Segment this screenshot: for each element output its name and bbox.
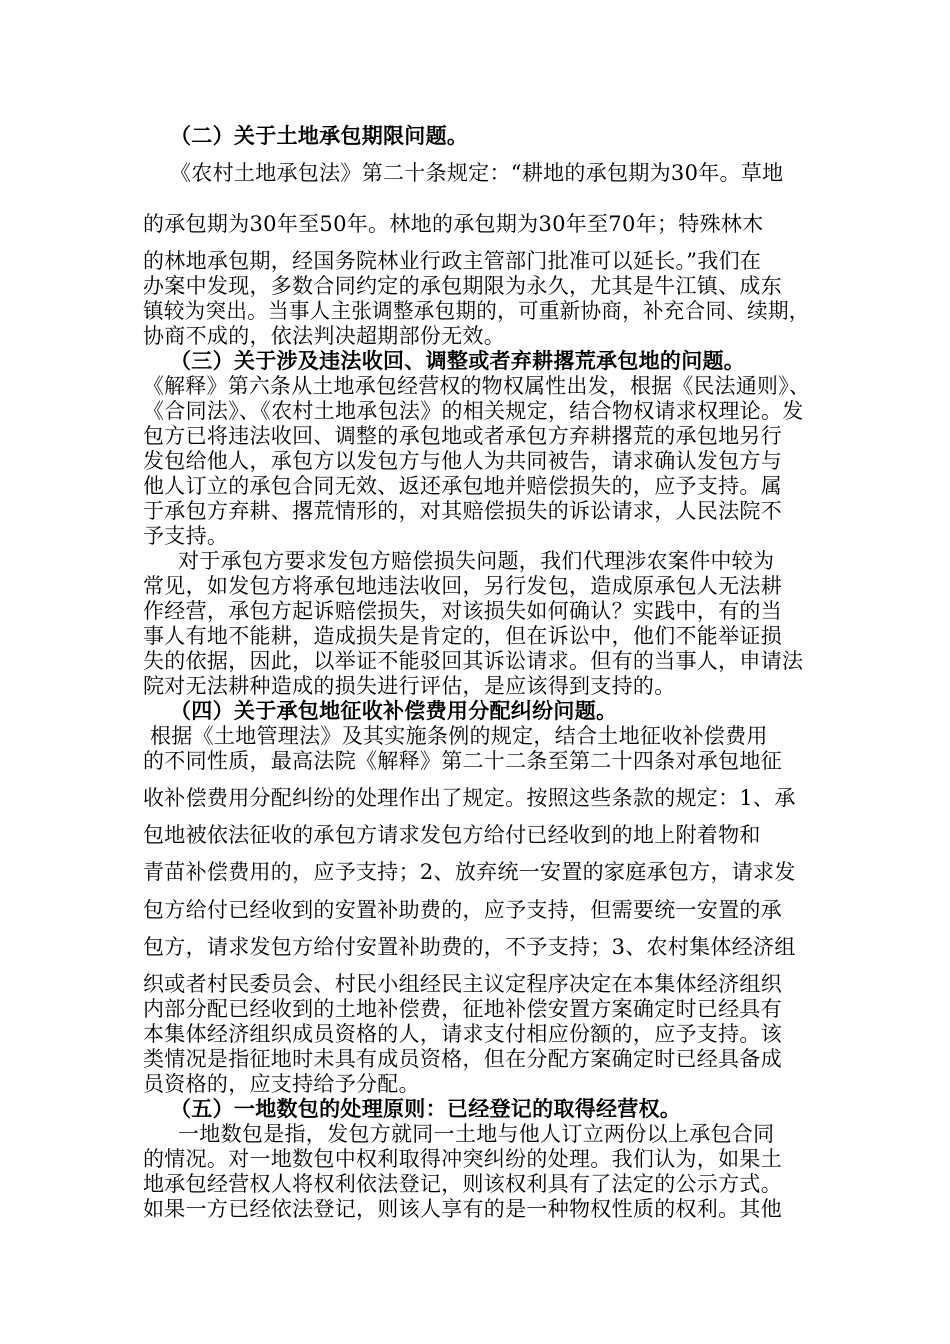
text-line: 常见，如发包方将承包地违法收回，另行发包，造成原承包人无法耕	[143, 574, 782, 598]
text-line: 事人有地不能耕，造成损失是肯定的，但在诉讼中，他们不能举证损	[143, 624, 782, 648]
text-line: 一地数包是指，发包方就同一土地与他人订立两份以上承包合同	[178, 1122, 775, 1146]
text-line: 《合同法》、《农村土地承包法》的相关规定，结合物权请求权理论。发	[143, 399, 804, 423]
text-line: 的情况。对一地数包中权利取得冲突纠纷的处理。我们认为，如果土	[143, 1147, 782, 1171]
text-line: 失的依据，因此，以举证不能驳回其诉讼请求。但有的当事人，申请法	[143, 649, 804, 673]
text-line: 协商不成的，依法判决超期部份无效。	[143, 324, 506, 348]
text-line: 根据《土地管理法》及其实施条例的规定，结合土地征收补偿费用	[150, 724, 768, 748]
text-line: 作经营，承包方起诉赔偿损失，对该损失如何确认？实践中，有的当	[143, 599, 782, 623]
text-line: 内部分配已经收到的土地补偿费，征地补偿安置方案确定时已经具有	[143, 997, 782, 1021]
text-line: 的承包期为30年至50年。林地的承包期为30年至70年；特殊林木	[143, 212, 764, 236]
heading-section-4: （四）关于承包地征收补偿费用分配纠纷问题。	[170, 699, 618, 723]
heading-section-5: （五）一地数包的处理原则：已经登记的取得经营权。	[170, 1097, 682, 1121]
text-line: 包方，请求发包方给付安置补助费的，不予支持；3、农村集体经济组	[143, 935, 796, 959]
text-line: 本集体经济组织成员资格的人，请求支付相应份额的，应予支持。该	[143, 1022, 782, 1046]
text-line: 织或者村民委员会、村民小组经民主议定程序决定在本集体经济组织	[143, 972, 782, 996]
text-line: 包方已将违法收回、调整的承包地或者承包方弃耕撂荒的承包地另行	[143, 424, 782, 448]
text-line: 办案中发现，多数合同约定的承包期限为永久，尤其是牛江镇、成东	[143, 274, 782, 298]
text-line: 院对无法耕种造成的损失进行评估，是应该得到支持的。	[143, 674, 676, 698]
text-line: 的不同性质，最高法院《解释》第二十二条至第二十四条对承包地征	[143, 749, 782, 773]
text-line: 镇较为突出。当事人主张调整承包期的，可重新协商，补充合同、续期，	[143, 299, 810, 323]
text-line: 于承包方弃耕、撂荒情形的，对其赔偿损失的诉讼请求，人民法院不	[143, 499, 782, 523]
heading-section-2: （二）关于土地承包期限问题。	[170, 124, 469, 148]
text-line: 发包给他人，承包方以发包方与他人为共同被告，请求确认发包方与	[143, 449, 782, 473]
text-line: 如果一方已经依法登记，则该人享有的是一种物权性质的权利。其他	[143, 1197, 782, 1221]
heading-section-3: （三）关于涉及违法收回、调整或者弃耕撂荒承包地的问题。	[170, 349, 746, 373]
text-line: 地承包经营权人将权利依法登记，则该权利具有了法定的公示方式。	[143, 1172, 782, 1196]
text-line: 类情况是指征地时未具有成员资格，但在分配方案确定时已经具备成	[143, 1047, 782, 1071]
text-line: 对于承包方要求发包方赔偿损失问题，我们代理涉农案件中较为	[178, 549, 775, 573]
text-line: 予支持。	[143, 524, 229, 548]
text-line: 包地被依法征收的承包方请求发包方给付已经收到的地上附着物和	[143, 823, 761, 847]
text-line: 包方给付已经收到的安置补助费的，应予支持，但需要统一安置的承	[143, 898, 782, 922]
text-line: 《解释》第六条从土地承包经营权的物权属性出发，根据《民法通则》、	[143, 374, 811, 398]
text-line: 的林地承包期，经国务院林业行政主管部门批准可以延长。”我们在	[143, 249, 762, 273]
text-line: 收补偿费用分配纠纷的处理作出了规定。按照这些条款的规定：1、承	[143, 786, 796, 810]
text-line: 青苗补偿费用的，应予支持；2、放弃统一安置的家庭承包方，请求发	[143, 860, 796, 884]
text-line: 员资格的，应支持给予分配。	[143, 1072, 420, 1096]
text-line: 他人订立的承包合同无效、返还承包地并赔偿损失的，应予支持。属	[143, 474, 782, 498]
text-line: 《农村土地承包法》第二十条规定：“耕地的承包期为30年。草地	[170, 161, 784, 185]
